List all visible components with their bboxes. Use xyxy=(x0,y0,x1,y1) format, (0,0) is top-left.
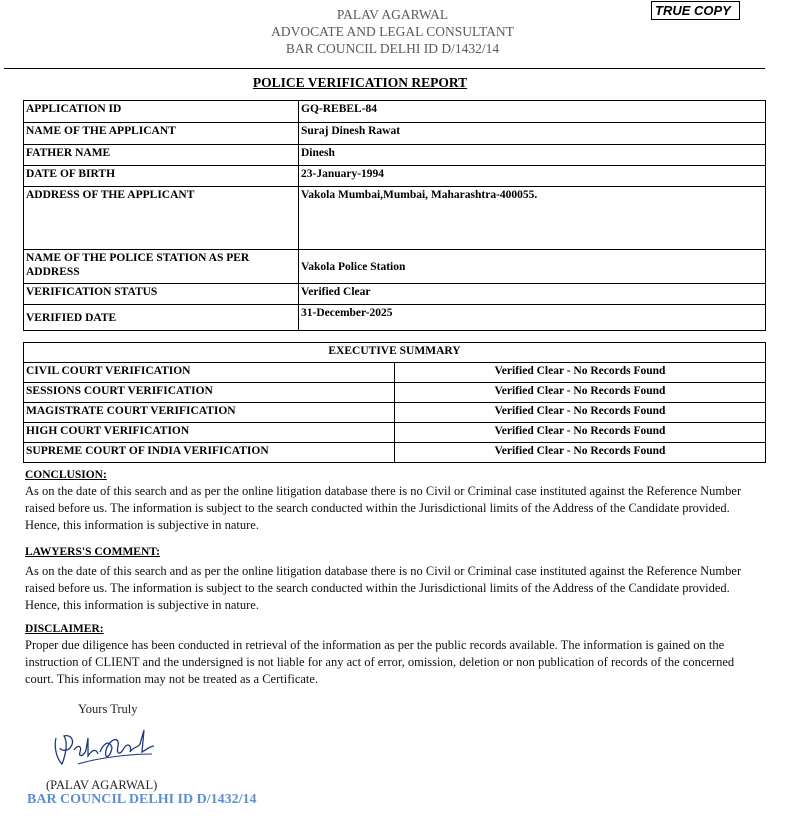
detail-value: Suraj Dinesh Rawat xyxy=(299,123,766,145)
table-row xyxy=(24,363,766,383)
summary-key: HIGH COURT VERIFICATION xyxy=(24,423,395,443)
table-row xyxy=(24,250,766,284)
detail-value: Dinesh xyxy=(299,145,766,166)
table-row xyxy=(24,403,766,423)
lawyers-comment-heading: LAWYERS'S COMMENT: xyxy=(25,546,160,558)
summary-key: SUPREME COURT OF INDIA VERIFICATION xyxy=(24,443,395,463)
table-row xyxy=(24,343,766,363)
summary-value: Verified Clear - No Records Found xyxy=(395,423,766,443)
summary-key: CIVIL COURT VERIFICATION xyxy=(24,363,395,383)
detail-key: FATHER NAME xyxy=(24,145,299,166)
detail-value: Verified Clear xyxy=(299,284,766,305)
table-row xyxy=(24,166,766,187)
detail-key: ADDRESS OF THE APPLICANT xyxy=(24,187,299,250)
report-title-text: POLICE VERIFICATION REPORT xyxy=(252,75,468,90)
advocate-name: PALAV AGARWAL xyxy=(336,7,449,22)
detail-key: VERIFICATION STATUS xyxy=(24,284,299,305)
detail-key: VERIFIED DATE xyxy=(24,305,299,331)
summary-key: MAGISTRATE COURT VERIFICATION xyxy=(24,403,395,423)
advocate-designation: ADVOCATE AND LEGAL CONSULTANT xyxy=(271,24,514,39)
detail-value: GQ-REBEL-84 xyxy=(299,101,766,123)
summary-value: Verified Clear - No Records Found xyxy=(395,383,766,403)
disclaimer-heading: DISCLAIMER: xyxy=(25,623,104,635)
summary-value: Verified Clear - No Records Found xyxy=(395,363,766,383)
executive-summary-table xyxy=(23,342,766,463)
detail-key: NAME OF THE APPLICANT xyxy=(24,123,299,145)
detail-value: 23-January-1994 xyxy=(299,166,766,187)
advocate-bar-id: BAR COUNCIL DELHI ID D/1432/14 xyxy=(285,41,500,56)
yours-truly: Yours Truly xyxy=(78,702,138,716)
summary-heading: EXECUTIVE SUMMARY xyxy=(24,343,766,363)
table-row xyxy=(24,101,766,123)
lawyers-comment-text: As on the date of this search and as per the online litigation database there is no Civil or Criminal case instituted against the Reference Number raised before us. The information is subject to the search conducted within the Jurisdictional limits of the Address of the Candidate provided. Hence, this information is subjective in nature. xyxy=(25,564,742,612)
table-row xyxy=(24,423,766,443)
header-divider xyxy=(4,68,765,69)
footer-bar-council-id: BAR COUNCIL DELHI ID D/1432/14 xyxy=(27,792,257,807)
table-row xyxy=(24,187,766,250)
applicant-details-table xyxy=(23,100,766,331)
detail-value: Vakola Mumbai,Mumbai, Maharashtra-400055. xyxy=(299,187,766,250)
detail-key: APPLICATION ID xyxy=(24,101,299,123)
report-title xyxy=(0,75,720,91)
table-row xyxy=(24,443,766,463)
detail-value: Vakola Police Station xyxy=(299,250,766,284)
signatory-name: (PALAV AGARWAL) xyxy=(46,778,158,792)
table-row xyxy=(24,123,766,145)
detail-key: DATE OF BIRTH xyxy=(24,166,299,187)
handwritten-signature xyxy=(48,724,158,774)
conclusion-heading: CONCLUSION: xyxy=(25,469,107,481)
table-row xyxy=(24,305,766,331)
table-row xyxy=(24,145,766,166)
table-row xyxy=(24,383,766,403)
disclaimer-text: Proper due diligence has been conducted in retrieval of the information as per the public records available. The information is gained on the instruction of CLIENT and the undersigned is not liable for any act of error, omission, deletion or non publication of records of the concerned court. This information may not be treated as a Certificate. xyxy=(25,638,735,686)
summary-value: Verified Clear - No Records Found xyxy=(395,443,766,463)
detail-key: NAME OF THE POLICE STATION AS PER ADDRESS xyxy=(24,250,299,284)
conclusion-text: As on the date of this search and as per the online litigation database there is no Civil or Criminal case instituted against the Reference Number raised before us. The information is subject to the search conducted within the Jurisdictional limits of the Address of the Candidate provided. Hence, this information is subjective in nature. xyxy=(25,484,742,532)
summary-value: Verified Clear - No Records Found xyxy=(395,403,766,423)
summary-key: SESSIONS COURT VERIFICATION xyxy=(24,383,395,403)
detail-value: 31-December-2025 xyxy=(299,305,766,331)
true-copy-stamp: TRUE COPY xyxy=(651,1,740,20)
table-row xyxy=(24,284,766,305)
